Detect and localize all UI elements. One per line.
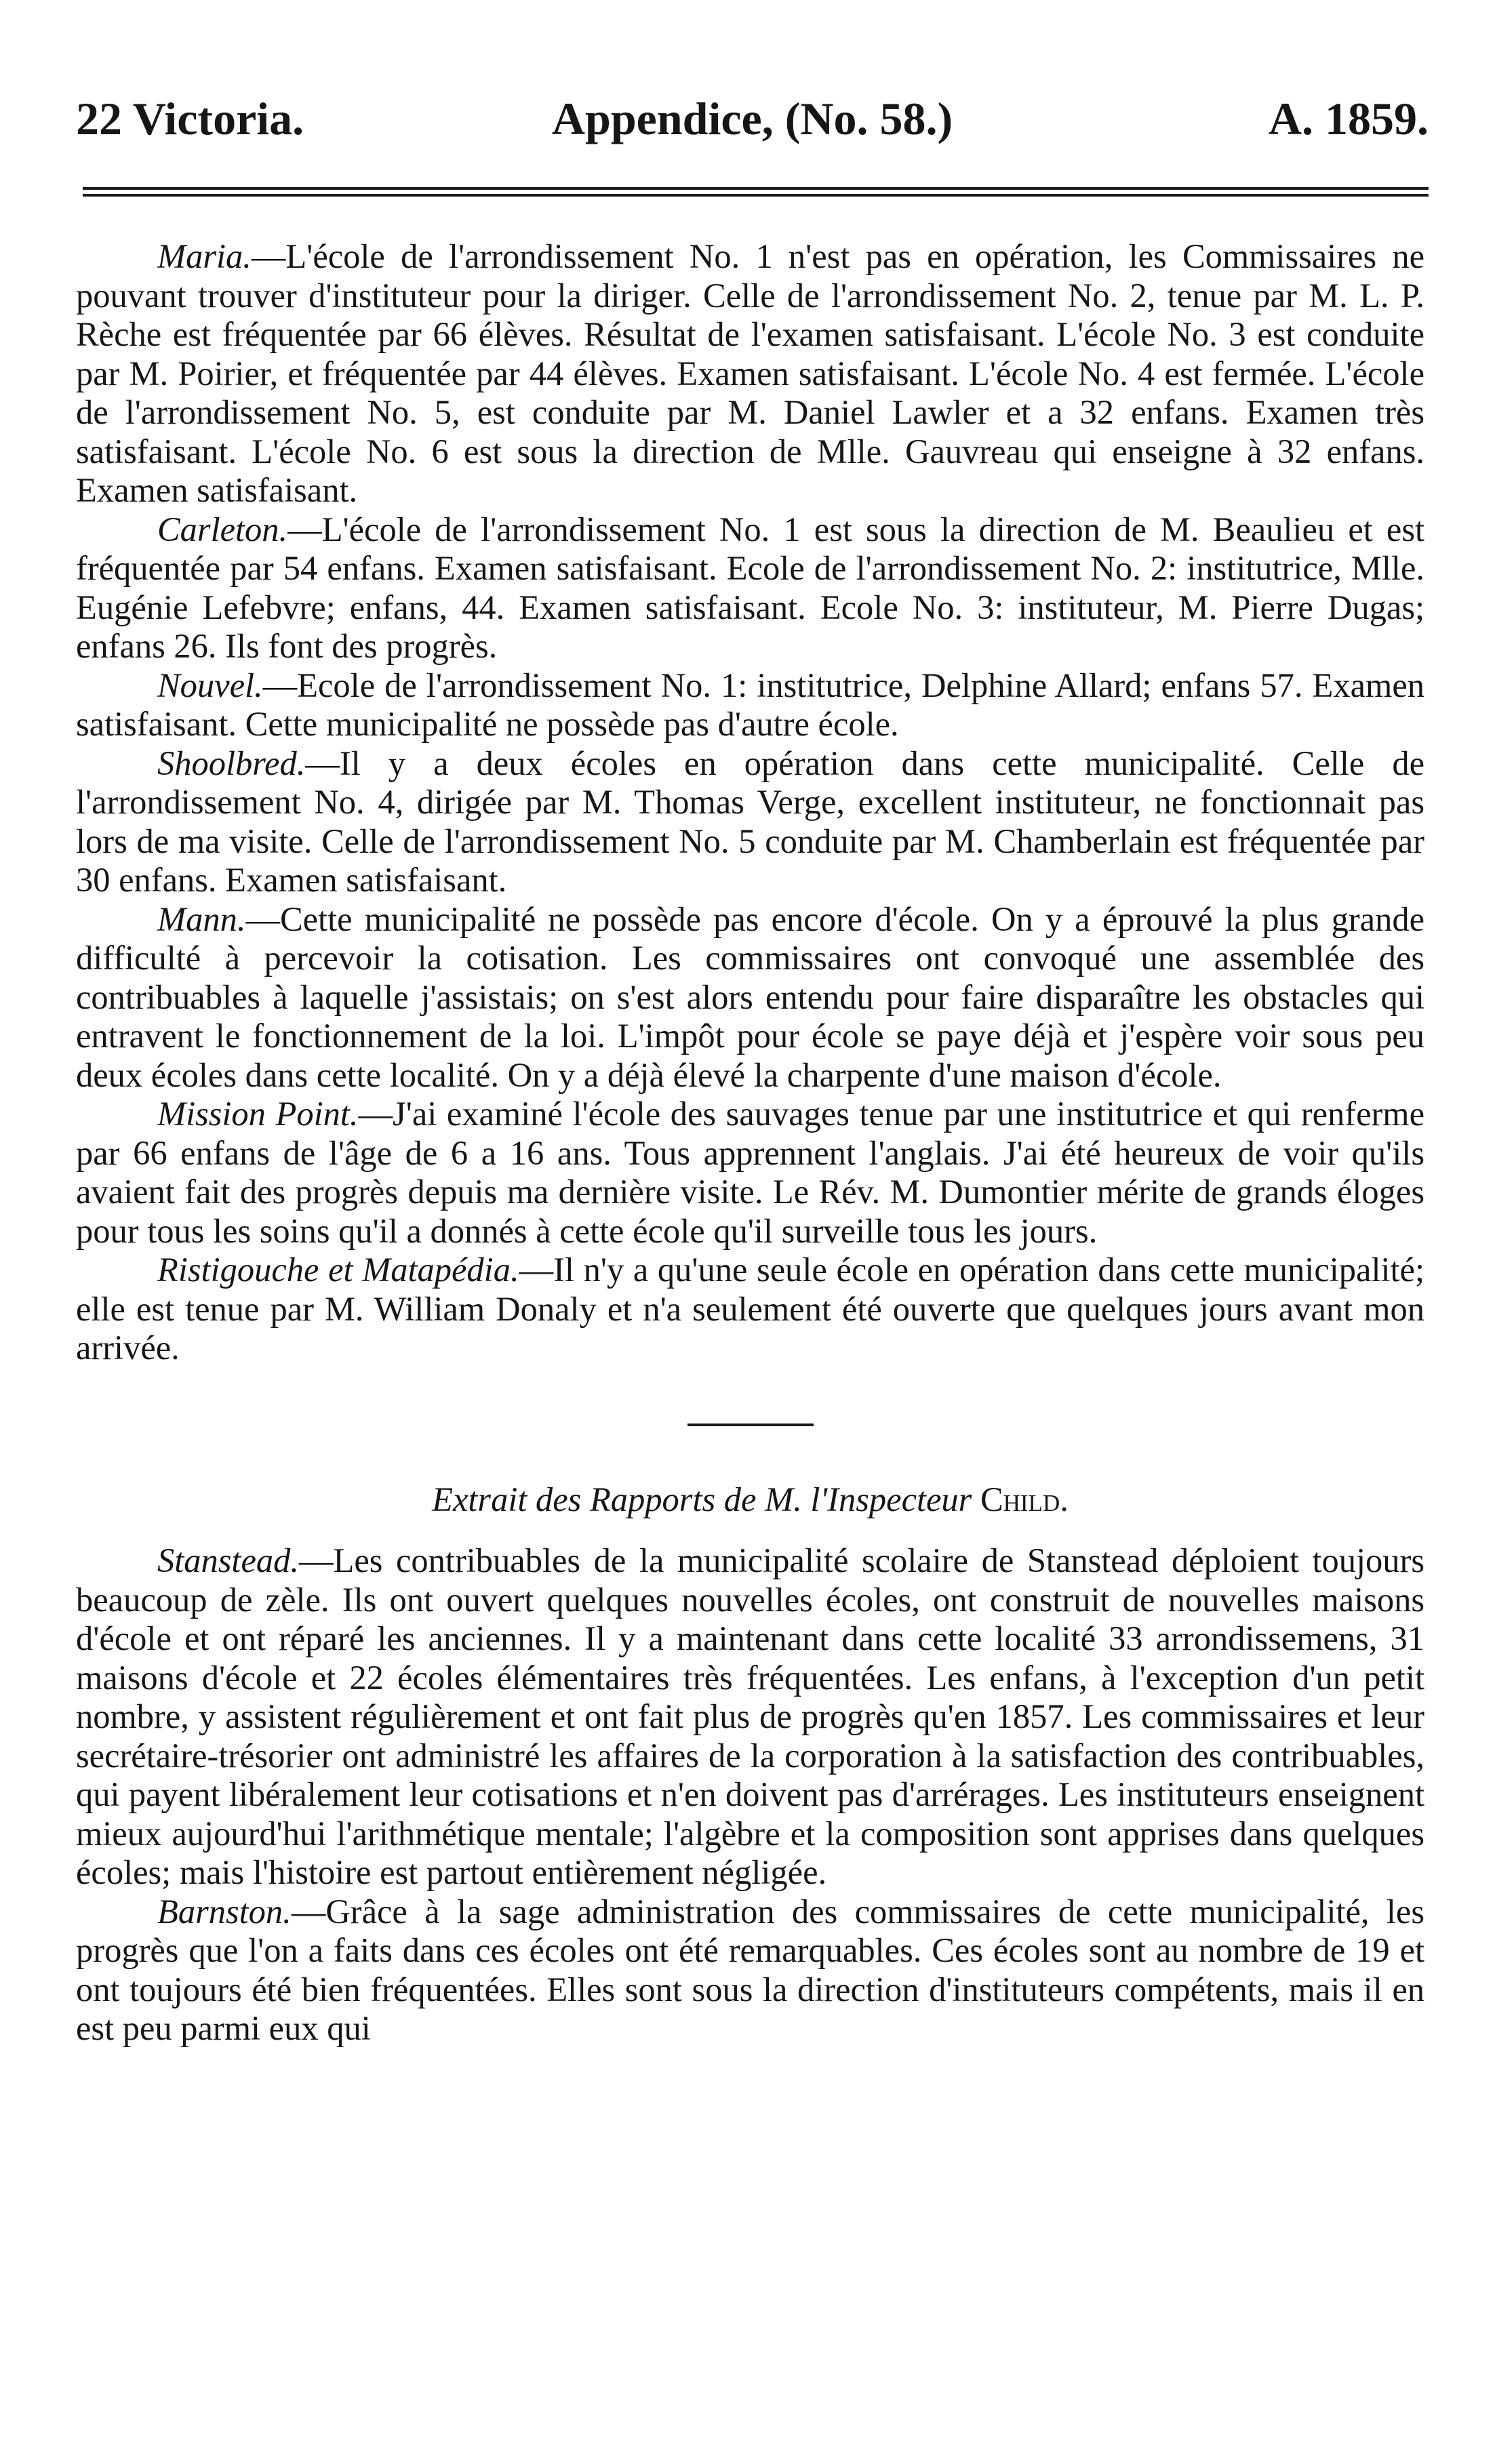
- paragraph-lead: Shoolbred.: [157, 744, 306, 782]
- paragraph-text: —L'école de l'arrondissement No. 1 n'est pas en opération, les Commissaires ne pouvant trouver d'instituteur pour la diriger. Celle de l'arrondissement No. 2, tenue par M. L. P. Rèche est fréquentée par 66 élèves. Résultat de l'examen satisfaisant. L'école No. 3 est conduite par M. Poirier, et fréquentée par 44 élèves. Examen satisfaisant. L'école No. 4 est fermée. L'école de l'arrondissement No. 5, est conduite par M. Daniel Lawler et a 32 enfans. Examen très satisfaisant. L'école No. 6 est sous la direction de Mlle. Gauvreau qui enseigne à 32 enfans. Examen satisfaisant.: [76, 237, 1424, 509]
- section-heading-italic: Extrait des Rapports de M. l'Inspecteur: [432, 1480, 972, 1518]
- paragraph-lead: Barnston.: [157, 1892, 292, 1931]
- section-divider: [687, 1423, 814, 1426]
- document-body: [76, 237, 1424, 2048]
- section-heading-name: Child.: [980, 1480, 1069, 1518]
- paragraph-mission-point: [76, 1095, 1424, 1251]
- paragraph-text: —Il y a deux écoles en opération dans cette municipalité. Celle de l'arrondissement No. 4, dirigée par M. Thomas Verge, excellent instituteur, ne fonctionnait pas lors de ma visite. Celle de l'arrondissement No. 5 conduite par M. Chamberlain est fréquentée par 30 enfans. Examen satisfaisant.: [76, 744, 1424, 899]
- paragraph-lead: Carleton.: [157, 510, 288, 548]
- paragraph-text: —J'ai examiné l'école des sauvages tenue par une institutrice et qui renferme par 66 enfans de l'âge de 6 a 16 ans. Tous apprennent l'anglais. J'ai été heureux de voir qu'ils avaient fait des progrès depuis ma dernière visite. Le Rév. M. Dumontier mérite de grands éloges pour tous les soins qu'il a donnés à cette école qu'il surveille tous les jours.: [76, 1095, 1424, 1250]
- page-header: [76, 92, 1429, 146]
- paragraph-text: —Grâce à la sage administration des commissaires de cette municipalité, les progrès que l'on a faits dans ces écoles ont été remarquables. Ces écoles sont au nombre de 19 et ont toujours été bien fréquentées. Elles sont sous la direction d'instituteurs compétents, mais il en est peu parmi eux qui: [76, 1892, 1424, 2047]
- header-title: Appendice, (No. 58.): [551, 93, 953, 144]
- paragraph-lead: Maria.: [157, 237, 252, 275]
- paragraph-stanstead: [76, 1541, 1424, 1893]
- paragraph-text: —Cette municipalité ne possède pas encore d'école. On y a éprouvé la plus grande difficulté à percevoir la cotisation. Les commissaires ont convoqué une assemblée des contribuables à laquelle j'assistais; on s'est alors entendu pour faire disparaître les obstacles qui entravent le fonctionnement de la loi. L'impôt pour école se paye déjà et j'espère voir sous peu deux écoles dans cette localité. On y a déjà élevé la charpente d'une maison d'école.: [76, 900, 1424, 1094]
- paragraph-text: —Ecole de l'arrondissement No. 1: institutrice, Delphine Allard; enfans 57. Examen satisfaisant. Cette municipalité ne possède pas d'autre école.: [76, 666, 1424, 743]
- paragraph-text: —L'école de l'arrondissement No. 1 est sous la direction de M. Beaulieu et est fréquentée par 54 enfans. Examen satisfaisant. Ecole de l'arrondissement No. 2: institutrice, Mlle. Eugénie Lefebvre; enfans, 44. Examen satisfaisant. Ecole No. 3: instituteur, M. Pierre Dugas; enfans 26. Ils font des progrès.: [76, 510, 1424, 665]
- header-double-rule: [83, 187, 1429, 197]
- paragraph-carleton: [76, 510, 1424, 666]
- paragraph-mann: [76, 900, 1424, 1095]
- paragraph-shoolbred: [76, 744, 1424, 900]
- paragraph-barnston: [76, 1893, 1424, 2048]
- paragraph-text: —Les contribuables de la municipalité scolaire de Stanstead déploient toujours beaucoup de zèle. Ils ont ouvert quelques nouvelles écoles, ont construit de nouvelles maisons d'école et ont réparé les anciennes. Il y a maintenant dans cette localité 33 arrondissemens, 31 maisons d'école et 22 écoles élémentaires très fréquentées. Les enfans, à l'exception d'un petit nombre, y assistent régulièrement et ont fait plus de progrès qu'en 1857. Les commissaires et leur secrétaire-trésorier ont administré les affaires de la corporation à la satisfaction des contribuables, qui payent libéralement leur cotisations et n'en doivent pas d'arrérages. Les instituteurs enseignent mieux aujourd'hui l'arithmétique mentale; l'algèbre et la composition sont apprises dans quelques écoles; mais l'histoire est partout entièrement négligée.: [76, 1541, 1424, 1891]
- paragraph-lead: Ristigouche et Matapédia.: [157, 1251, 519, 1289]
- section-heading: [76, 1480, 1424, 1520]
- paragraph-lead: Stanstead.: [157, 1541, 300, 1579]
- paragraph-text: —Il n'y a qu'une seule école en opération dans cette municipalité; elle est tenue par M. William Donaly et n'a seulement été ouverte que quelques jours avant mon arrivée.: [76, 1251, 1424, 1367]
- header-session: 22 Victoria.: [76, 93, 304, 144]
- header-year: A. 1859.: [1268, 93, 1429, 144]
- paragraph-ristigouche: [76, 1251, 1424, 1368]
- paragraph-lead: Nouvel.: [157, 666, 263, 704]
- paragraph-lead: Mission Point.: [157, 1095, 359, 1133]
- paragraph-lead: Mann.: [157, 900, 246, 938]
- paragraph-maria: [76, 237, 1424, 510]
- paragraph-nouvel: [76, 666, 1424, 744]
